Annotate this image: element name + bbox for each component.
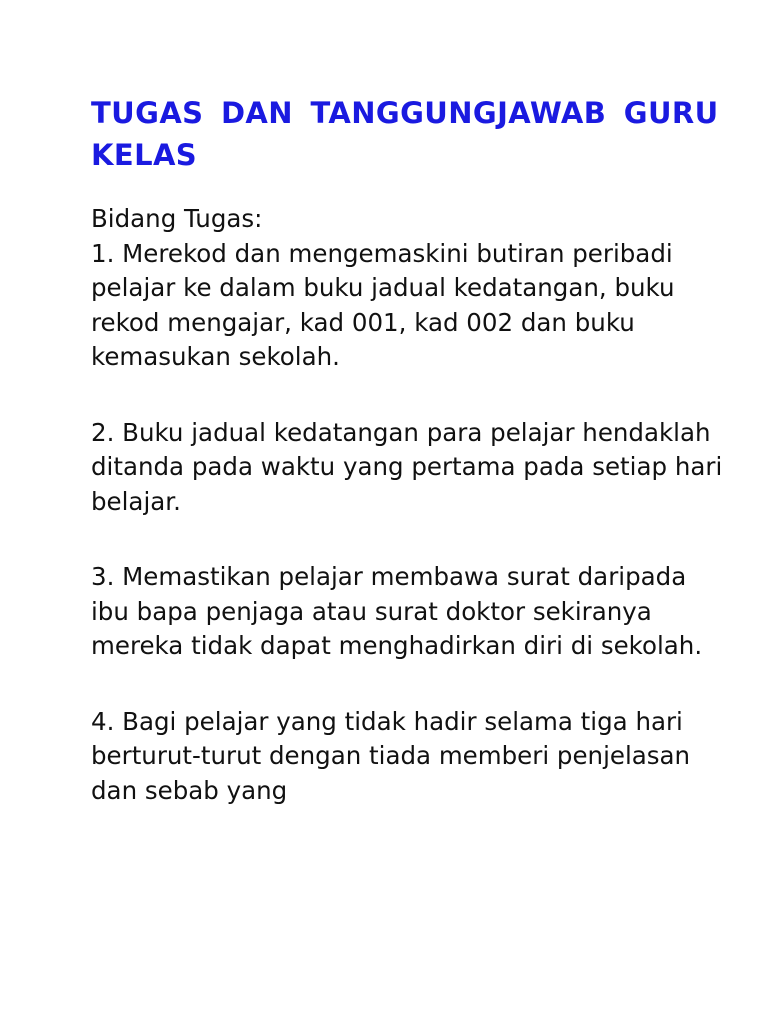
duty-item: 2. Buku jadual kedatangan para pelajar hendaklah ditanda pada waktu yang pertama pada setiap hari belajar. bbox=[91, 417, 723, 516]
duty-list bbox=[91, 237, 731, 809]
duty-item: 3. Memastikan pelajar membawa surat daripada ibu bapa penjaga atau surat doktor sekiranya mereka tidak dapat menghadirkan diri di sekolah. bbox=[91, 562, 703, 660]
document-content bbox=[91, 92, 731, 808]
duty-item: 1. Merekod dan mengemaskini butiran peribadi pelajar ke dalam buku jadual kedatangan, buku rekod mengajar, kad 001, kad 002 dan buku kemasukan sekolah. bbox=[91, 238, 675, 371]
duty-item: 4. Bagi pelajar yang tidak hadir selama tiga hari berturut-turut dengan tiada memberi penjelasan dan sebab yang bbox=[91, 706, 691, 805]
document-title: TUGAS DAN TANGGUNGJAWAB GURU KELAS bbox=[91, 96, 719, 172]
section-label: Bidang Tugas: bbox=[91, 204, 263, 233]
